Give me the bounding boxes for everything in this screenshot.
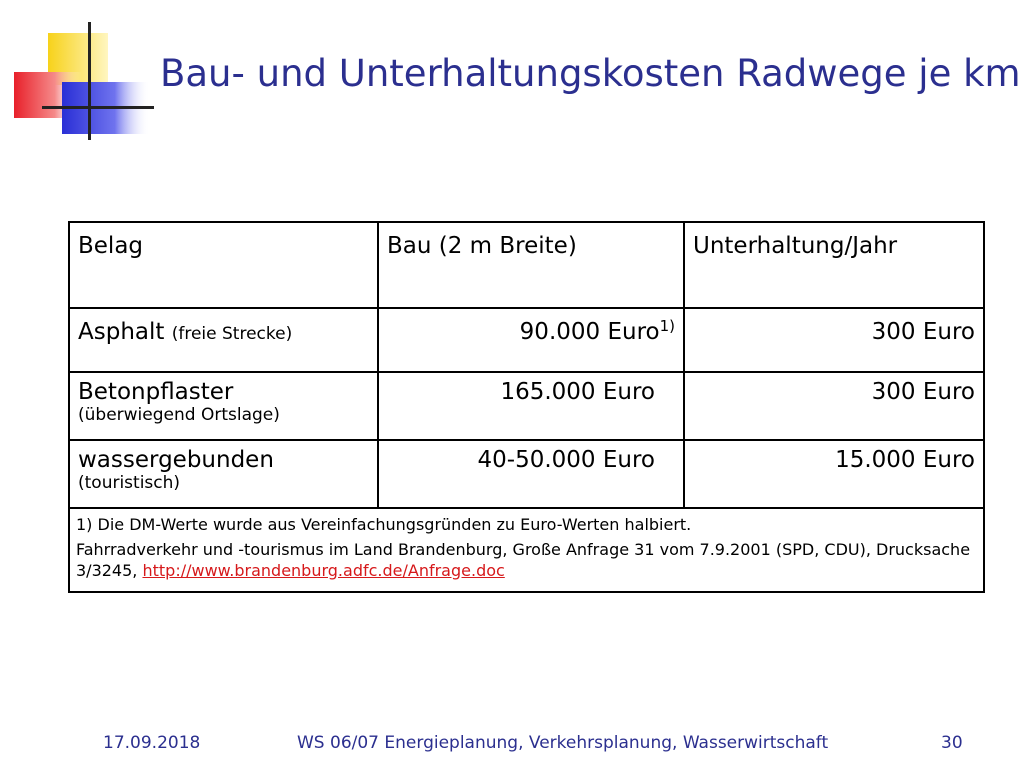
belag-label: Asphalt — [78, 319, 165, 345]
belag-cell — [69, 372, 378, 440]
slide-title: Bau- und Unterhaltungskosten Radwege je km — [160, 52, 1021, 95]
footnote-marker: 1) — [659, 317, 675, 335]
unterhaltung-cost-cell: 300 Euro — [684, 372, 984, 440]
footnote-text: 1) Die DM-Werte wurde aus Vereinfachungsgründen zu Euro-Werten halbiert. — [76, 515, 692, 534]
belag-note: (überwiegend Ortslage) — [78, 405, 280, 425]
header-belag: Belag — [69, 222, 378, 308]
belag-note: (freie Strecke) — [171, 324, 293, 344]
table-notes-row — [69, 508, 984, 592]
bau-cost-value: 90.000 Euro — [519, 319, 660, 345]
header-unterhaltung: Unterhaltung/Jahr — [684, 222, 984, 308]
footer-date: 17.09.2018 — [103, 733, 201, 753]
table-header-row — [69, 222, 984, 308]
decorative-logo-graphic — [0, 0, 160, 150]
footer-course: WS 06/07 Energieplanung, Verkehrsplanung, Wasserwirtschaft — [297, 733, 829, 753]
belag-cell — [69, 308, 378, 372]
belag-label: wassergebunden — [78, 447, 274, 473]
source-link[interactable]: http://www.brandenburg.adfc.de/Anfrage.doc — [142, 560, 505, 580]
bau-cost-cell — [378, 308, 684, 372]
unterhaltung-cost-cell: 300 Euro — [684, 308, 984, 372]
cost-table — [68, 221, 985, 593]
source-reference: Fahrradverkehr und -tourismus im Land Brandenburg, Große Anfrage 31 vom 7.9.2001 (SPD, CDU), Drucksache 3/3245, — [76, 539, 971, 580]
table-row — [69, 308, 984, 372]
table-row — [69, 440, 984, 508]
belag-note: (touristisch) — [78, 473, 181, 493]
unterhaltung-cost-cell: 15.000 Euro — [684, 440, 984, 508]
footer-page-number: 30 — [941, 733, 963, 753]
belag-label: Betonpflaster — [78, 379, 234, 405]
header-bau: Bau (2 m Breite) — [378, 222, 684, 308]
source-text — [76, 540, 977, 582]
belag-cell — [69, 440, 378, 508]
bau-cost-cell: 165.000 Euro — [378, 372, 684, 440]
notes-cell — [69, 508, 984, 592]
bau-cost-cell: 40-50.000 Euro — [378, 440, 684, 508]
table-row — [69, 372, 984, 440]
